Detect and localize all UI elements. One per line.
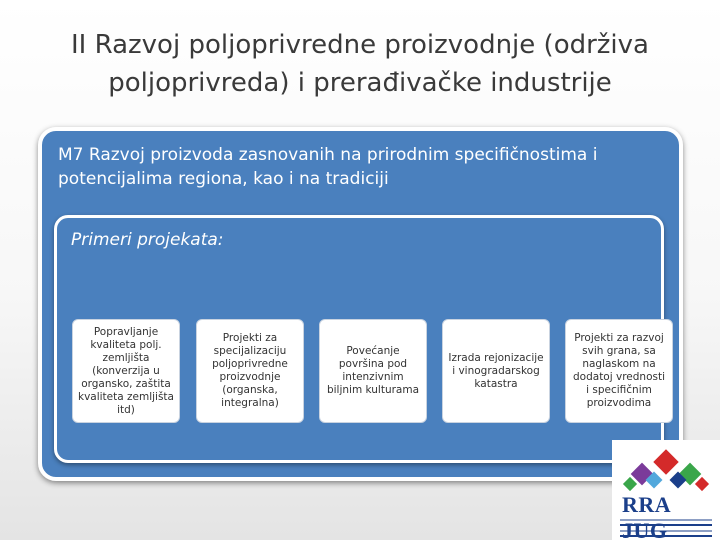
project-card-value-added (565, 319, 673, 423)
project-examples-heading: Primeri projekata: (71, 230, 224, 250)
project-card-intensive-crops (319, 319, 427, 423)
project-card-soil-quality (72, 319, 180, 423)
logo-tagline-lines (612, 516, 720, 540)
slide-title: II Razvoj poljoprivredne proizvodnje (održiva poljoprivreda) i prerađivačke industrije (71, 30, 649, 98)
project-card-label: Projekti za specijalizaciju poljoprivredne proizvodnje (organska, integralna) (212, 332, 288, 409)
project-card-vineyard-cadastre (442, 319, 550, 423)
project-card-label: Izrada rejonizacije i vinogradarskog katastra (448, 351, 544, 390)
project-card-label: Projekti za razvoj svih grana, sa naglaskom na dodatoj vrednosti i specifičnim proizvodima (573, 332, 665, 409)
project-card-label: Popravljanje kvaliteta polj. zemljišta (konverzija u organsko, zaštita kvaliteta zemljišta itd) (77, 325, 174, 416)
logo-wordmark: RRA JUG (622, 492, 670, 540)
rra-jug-diamonds-icon (612, 440, 720, 496)
project-card-specialization (196, 319, 304, 423)
project-card-label: Povećanje površina pod intenzivnim biljnim kulturama (326, 345, 420, 396)
measure-heading: M7 Razvoj proizvoda zasnovanih na prirodnim specifičnostima i potencijalima regiona, kao i na tradiciji (58, 145, 598, 189)
project-examples-box (54, 215, 664, 463)
rra-jug-logo (612, 440, 720, 540)
measure-box (38, 127, 683, 481)
